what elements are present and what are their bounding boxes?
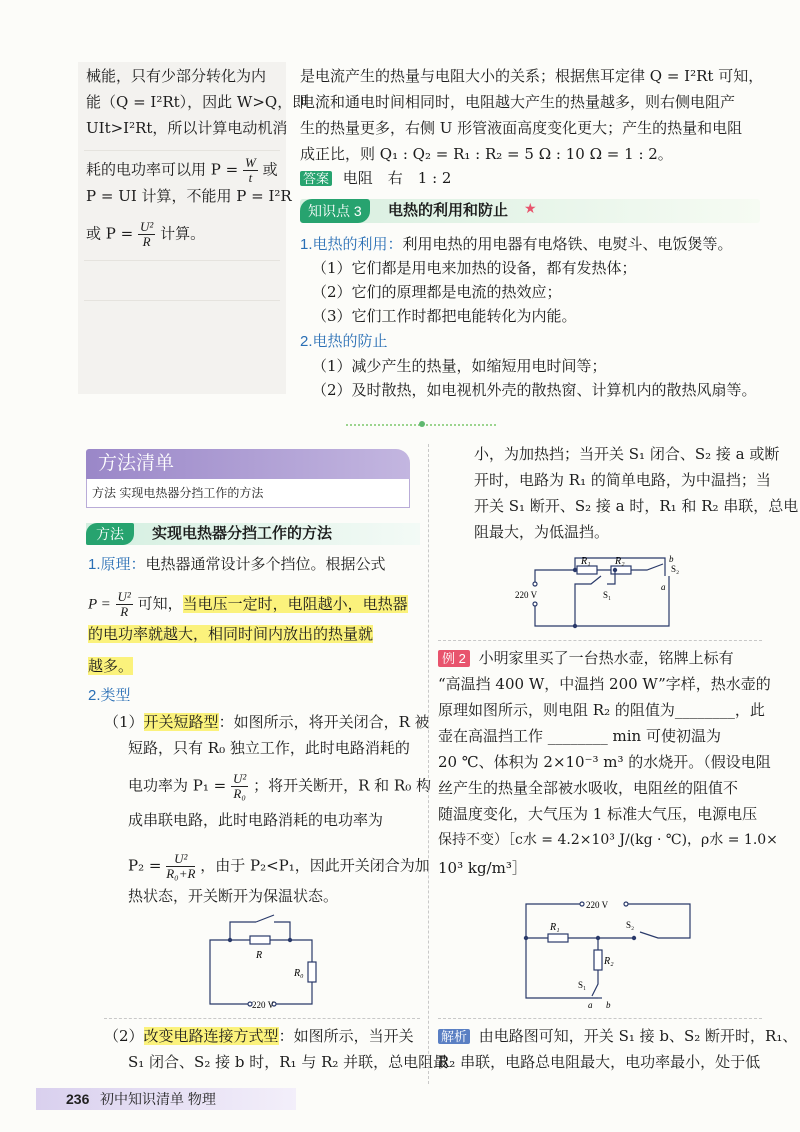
divider-dot — [419, 421, 425, 427]
example-line-1: 例 2 小明家里买了一台热水壶，铭牌上标有 — [438, 648, 734, 669]
label-S2: S₂ — [626, 920, 635, 930]
kp3-h1-line: 1.电热的利用：利用电热的用电器有电烙铁、电熨斗、电饭煲等。 — [300, 235, 733, 253]
sidebar-line-1: 械能，只有少部分转化为内 — [86, 67, 267, 85]
label-b: b — [606, 1000, 611, 1010]
circuit-diagram-2 — [515, 548, 695, 632]
answer-tag: 答案 — [300, 171, 332, 186]
kp3-title: 电热的利用和防止 — [388, 202, 509, 219]
fraction: $\frac{\text{U²}}{R}$ — [139, 219, 154, 249]
principle-hl-3: 越多。 — [88, 657, 134, 675]
answer-line: 答案 电阻 右 1 : 2 — [300, 168, 451, 189]
example-line-9: 10³ kg/m³］ — [438, 859, 527, 877]
kp3-item: （2）它们的原理都是电流的热效应； — [312, 283, 562, 301]
kp3-item: （1）减少产生的热量，如缩短用电时间等； — [312, 357, 607, 375]
method-banner-title: 方法清单 — [98, 453, 175, 474]
circuit-diagram-1 — [200, 912, 330, 1020]
label-b: b — [669, 554, 674, 564]
kp3-item: （1）它们都是用电来加热的设备，都有发热体； — [312, 259, 637, 277]
top-line-1: 是电流产生的热量与电阻大小的关系；根据焦耳定律 Q = I²Rt 可知， — [300, 67, 764, 85]
type1-line-3: 电功率为 P₁ = $\frac{\text{U²}}{\text{R₀}}$ ；将开关断开，R 和 R₀ 构 — [128, 771, 431, 801]
sidebar-line-5: P = UI 计算，不能用 P = I²R — [86, 187, 292, 205]
divider — [84, 150, 280, 151]
label-R1: R₁ — [550, 922, 560, 933]
divider — [84, 300, 280, 301]
top-line-2: 电流和通电时间相同时，电阻越大产生的热量越多，则右侧电阻产 — [300, 93, 736, 111]
principle-line: 1.原理：电热器通常设计多个挡位。根据公式 — [88, 555, 386, 573]
label-voltage: 220 V — [252, 1000, 275, 1010]
analysis-line-2: R₂ 串联，电路总电阻最大，电功率最小，处于低 — [438, 1053, 761, 1071]
example-tag: 例 2 — [438, 650, 470, 667]
label-R2: R₂ — [615, 556, 625, 567]
sidebar-line-6: 或 P = $\frac{\text{U²}}{R}$ 计算。 — [86, 219, 206, 249]
type1-line-4: 成串联电路，此时电路消耗的电功率为 — [128, 811, 384, 829]
kp3-tag: 知识点 3 — [300, 199, 370, 223]
label-a: a — [588, 1000, 593, 1010]
label-S1: S₁ — [603, 590, 612, 600]
star-icon: ★ — [524, 201, 537, 217]
divider — [438, 640, 762, 641]
example-line-4: 壶在高温挡工作 ________ min 可使初温为 — [438, 727, 721, 745]
type1-line-1: （1）开关短路型：如图所示，将开关闭合，R 被 — [104, 713, 430, 731]
sidebar-line-2: 能（Q = I²Rt），因此 W>Q，即 — [86, 93, 308, 111]
divider — [438, 1018, 762, 1019]
example-line-6: 丝产生的热量全部被水吸收，电阻丝的阻值不 — [438, 779, 739, 797]
example-line-7: 随温度变化，大气压为 1 标准大气压，电源电压 — [438, 805, 758, 823]
kp3-h2: 2.电热的防止 — [300, 333, 388, 350]
label-S2: S₂ — [671, 564, 680, 574]
top-line-3: 生的热量更多，右侧 U 形管液面高度变化更大；产生的热量和电阻 — [300, 119, 743, 137]
fraction: $\frac{\text{U²}}{\text{R₀}}$ — [233, 771, 247, 801]
divider — [104, 1018, 420, 1019]
label-voltage: 220 V — [586, 900, 609, 910]
top-line-4: 成正比，则 Q₁ : Q₂ = R₁ : R₂ = 5 Ω : 10 Ω = 1 : 2。 — [300, 145, 673, 163]
label-a: a — [661, 582, 666, 592]
type1-line-5: P₂ = $\frac{\text{U²}}{\text{R₀+R}}$ ，由于 P₂<P₁，因此开关闭合为加 — [128, 851, 430, 881]
method-banner-sub: 方法 实现电热器分挡工作的方法 — [92, 486, 264, 500]
right-line-2: 开时，电路为 R₁ 的简单电路，为中温挡；当 — [474, 471, 771, 489]
method-title: 实现电热器分挡工作的方法 — [152, 525, 333, 542]
book-title: 初中知识清单 物理 — [100, 1091, 216, 1107]
column-divider — [428, 444, 429, 1084]
type1-line-6: 热状态，开关断开为保温状态。 — [128, 887, 339, 905]
label-voltage: 220 V — [515, 590, 538, 600]
principle-hl-2: 的电功率就越大，相同时间内放出的热量就 — [88, 625, 374, 643]
fraction: $\frac{W}{t}$ — [244, 155, 256, 185]
type2-line-1: （2）改变电路连接方式型：如图所示，当开关 — [104, 1027, 414, 1045]
label-R2: R₂ — [604, 956, 614, 967]
page-number: 236 — [66, 1091, 90, 1107]
kp3-item: （3）它们工作时都把电能转化为内能。 — [312, 307, 577, 325]
label-S1: S₁ — [578, 980, 587, 990]
label-R: R — [256, 950, 263, 961]
kp3-item: （2）及时散热，如电视机外壳的散热窗、计算机内的散热风扇等。 — [312, 381, 757, 399]
method-tag: 方法 — [86, 523, 134, 545]
divider — [84, 260, 280, 261]
label-R1: R₁ — [581, 556, 591, 567]
example-line-2: “高温挡 400 W，中温挡 200 W”字样，热水壶的 — [438, 675, 771, 693]
types-heading: 2.类型 — [88, 687, 131, 704]
analysis-line-1: 解析 由电路图可知，开关 S₁ 接 b、S₂ 断开时，R₁、 — [438, 1026, 797, 1047]
label-R0: R₀ — [294, 968, 304, 979]
right-line-3: 开关 S₁ 断开、S₂ 接 a 时，R₁ 和 R₂ 串联，总电 — [474, 497, 799, 515]
right-line-4: 阻最大，为低温挡。 — [474, 523, 610, 541]
right-line-1: 小，为加热挡；当开关 S₁ 闭合、S₂ 接 a 或断 — [474, 445, 780, 463]
principle-formula-line: P = $\frac{\text{U²}}{R}$ 可知，当电压一定时，电阻越小，电热器 — [88, 589, 408, 619]
sidebar-line-3: UIt>I²Rt，所以计算电动机消 — [86, 119, 288, 137]
fraction: $\frac{\text{U²}}{R}$ — [117, 589, 131, 619]
example-line-8: 保持不变）［c水 = 4.2×10³ J/(kg · ℃)，ρ水 = 1.0× — [438, 832, 778, 848]
analysis-tag: 解析 — [438, 1029, 470, 1044]
sidebar-line-4: 耗的电功率可以用 P = $\frac{W}{t}$ 或 — [86, 155, 278, 185]
type2-line-2: S₁ 闭合、S₂ 接 b 时，R₁ 与 R₂ 并联，总电阻最 — [128, 1053, 449, 1071]
type1-line-2: 短路，只有 R₀ 独立工作，此时电路消耗的 — [128, 739, 410, 757]
fraction: $\frac{\text{U²}}{\text{R₀+R}}$ — [166, 851, 196, 881]
circuit-diagram-3 — [520, 898, 700, 1010]
example-line-3: 原理如图所示，则电阻 R₂ 的阻值为________，此 — [438, 701, 765, 719]
example-line-5: 20 ℃、体积为 2×10⁻³ m³ 的水烧开。（假设电阻 — [438, 753, 771, 771]
